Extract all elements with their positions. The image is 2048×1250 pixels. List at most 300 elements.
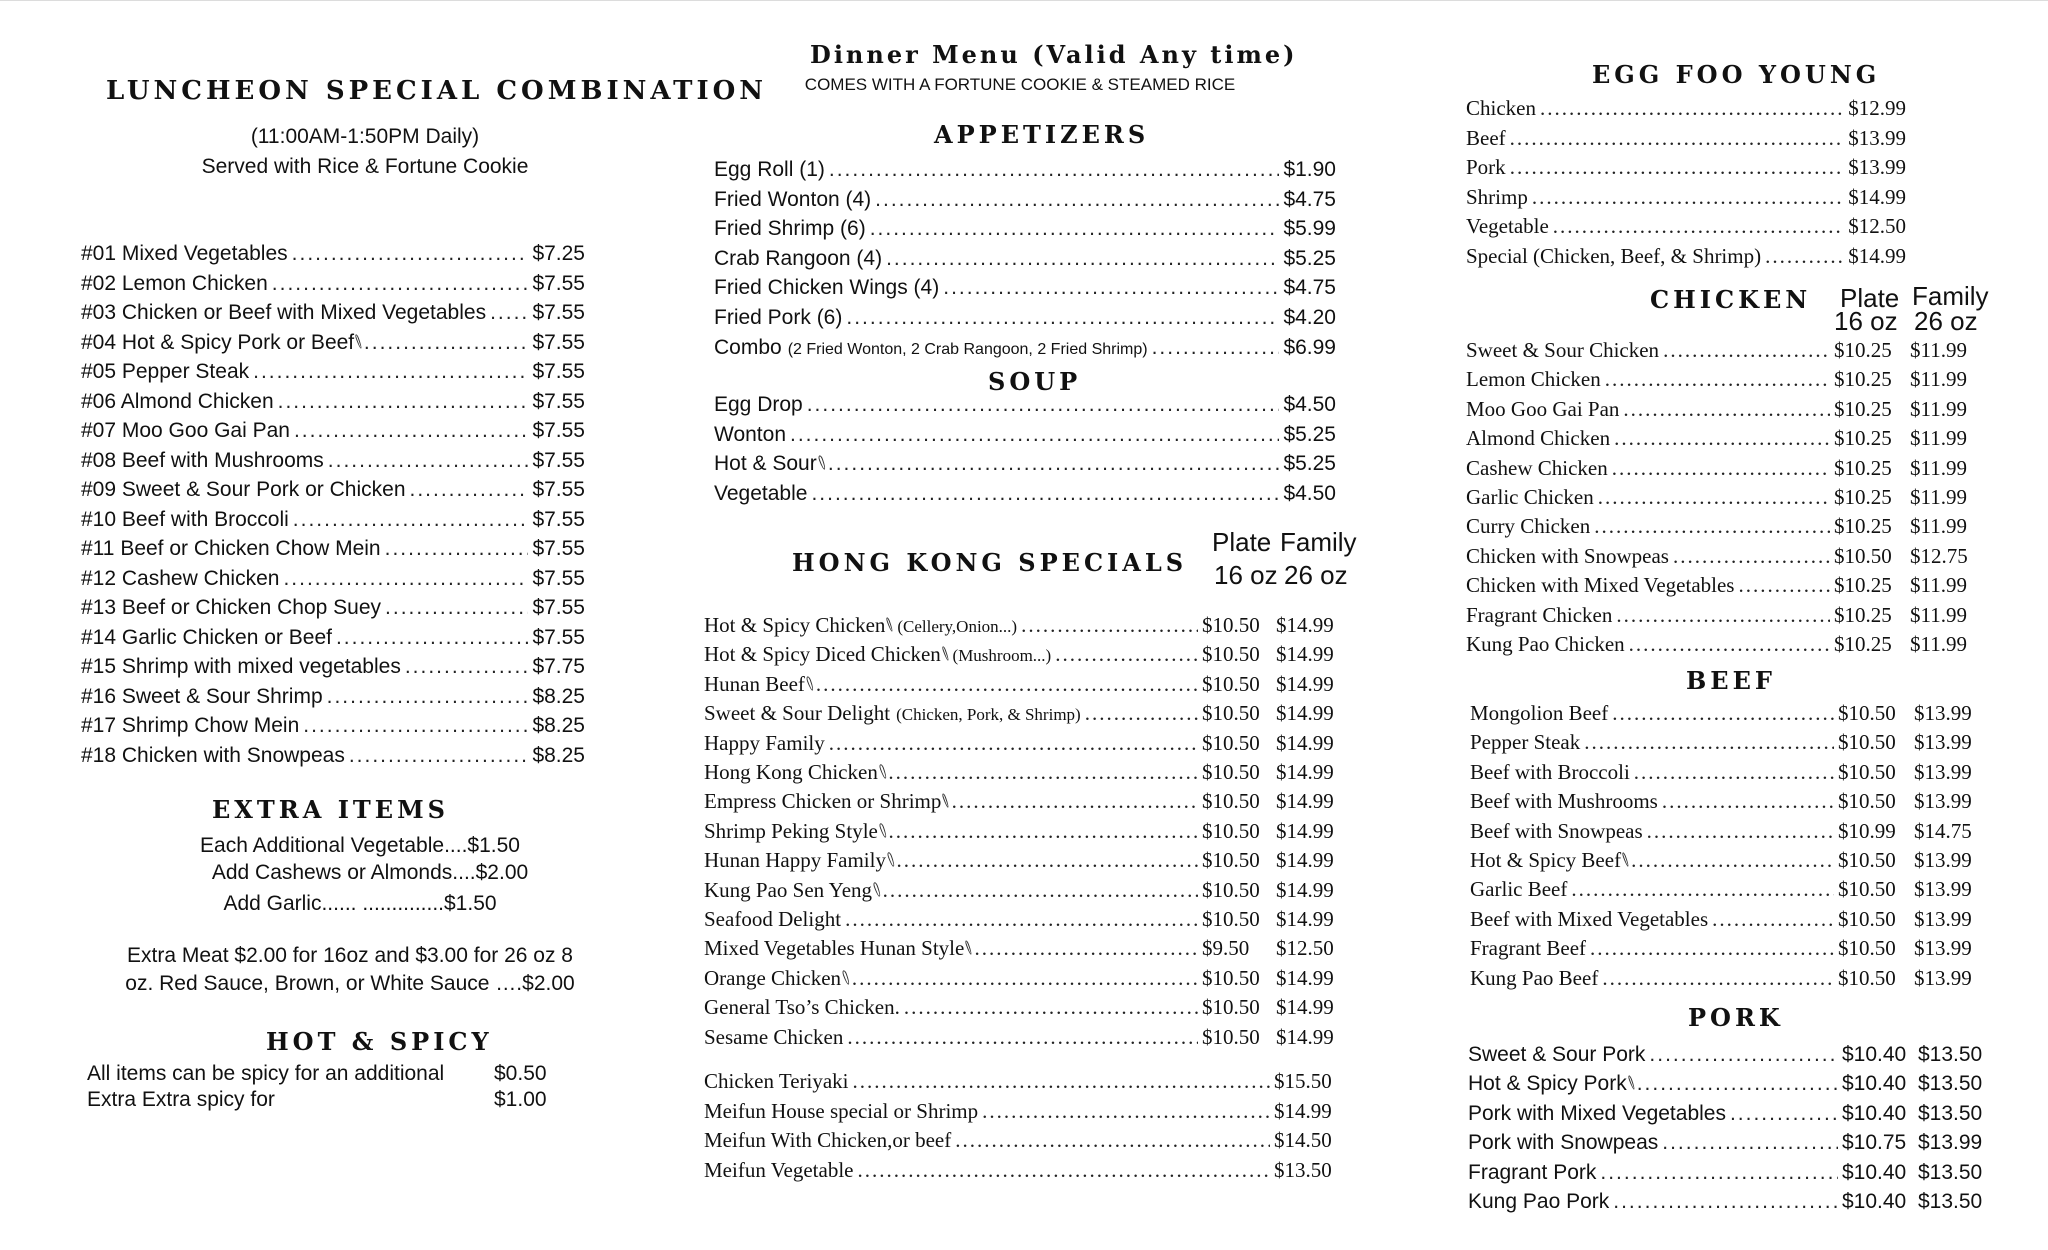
- item-name: Vegetable: [1466, 214, 1549, 238]
- chili-pepper-icon: [1627, 1075, 1635, 1090]
- family-price: $14.99: [1276, 760, 1334, 784]
- item-name: Hot & Spicy Beef: [1470, 848, 1622, 872]
- item-name: Kung Pao Chicken: [1466, 632, 1625, 656]
- item-price: $4.20: [1283, 306, 1336, 329]
- chicken-title: CHICKEN: [1650, 285, 1812, 314]
- item-price: $14.99: [1274, 1098, 1332, 1123]
- menu-item: [81, 272, 585, 296]
- extra-line-3: Add Garlic...... ..............$1.50: [223, 892, 497, 915]
- family-price: $14.99: [1276, 1024, 1334, 1049]
- dot-leader: [293, 508, 529, 532]
- menu-item: [704, 995, 1350, 1020]
- menu-item: [1466, 544, 1990, 569]
- chicken-plate-size: 16 oz: [1834, 306, 1898, 336]
- dot-leader: [1553, 214, 1844, 239]
- dot-leader: [1532, 185, 1844, 210]
- menu-item: [704, 1099, 1350, 1124]
- item-price: $7.55: [532, 537, 585, 560]
- dot-leader: [1055, 642, 1198, 667]
- item-price: $5.25: [1283, 452, 1336, 476]
- dot-leader: [292, 242, 529, 266]
- dot-leader: [1085, 701, 1198, 726]
- plate-price: $10.50: [1202, 818, 1260, 843]
- item-name: Moo Goo Gai Pan: [1466, 396, 1620, 421]
- family-price: $13.99: [1914, 848, 1972, 872]
- dot-leader: [336, 626, 528, 650]
- dot-leader: [852, 966, 1198, 991]
- item-price: $12.50: [1848, 214, 1906, 238]
- item-name: Mixed Vegetables Hunan Style: [704, 936, 965, 961]
- dinner-title: Dinner Menu (Valid Any time): [810, 40, 1298, 69]
- family-price: $13.99: [1914, 877, 1972, 902]
- plate-price: $10.25: [1834, 602, 1892, 627]
- family-price: $11.99: [1910, 632, 1967, 656]
- luncheon-hours: (11:00AM-1:50PM Daily): [250, 125, 480, 148]
- item-price: $5.25: [1283, 246, 1336, 270]
- dot-leader: [846, 306, 1279, 330]
- menu-item: [1470, 730, 1994, 755]
- family-price: $13.50: [1918, 1043, 1983, 1066]
- plate-price: $10.40: [1842, 1101, 1907, 1125]
- family-price: $14.99: [1276, 965, 1334, 990]
- dot-leader: [303, 714, 528, 738]
- item-name: Beef with Broccoli: [1470, 759, 1630, 784]
- hongkong-family-header: Family: [1280, 527, 1357, 557]
- dot-leader: [1510, 126, 1845, 151]
- family-price: $14.75: [1914, 818, 1972, 843]
- item-price: $5.25: [1283, 422, 1336, 446]
- menu-item: [714, 423, 1336, 447]
- plate-price: $10.25: [1834, 367, 1892, 392]
- item-price: $4.50: [1283, 481, 1336, 505]
- family-price: $14.99: [1275, 671, 1334, 696]
- item-price: $7.55: [532, 419, 585, 442]
- menu-item: [1468, 1043, 1998, 1067]
- item-price: $7.55: [532, 625, 585, 649]
- plate-price: $10.40: [1842, 1190, 1907, 1213]
- extra-line-1: Each Additional Vegetable....$1.50: [200, 834, 520, 857]
- item-name: Hot & Spicy Diced Chicken: [704, 642, 941, 667]
- family-price: $13.50: [1918, 1101, 1983, 1125]
- item-name: Garlic Beef: [1470, 877, 1568, 902]
- item-price: $7.75: [532, 655, 585, 678]
- item-name: Garlic Chicken: [1466, 485, 1594, 509]
- dot-leader: [904, 995, 1198, 1020]
- hot-spicy-price-1: $0.50: [494, 1062, 547, 1085]
- family-price: $11.99: [1910, 602, 1967, 627]
- item-name: #15 Shrimp with mixed vegetables: [81, 655, 401, 678]
- plate-price: $10.50: [1202, 789, 1260, 814]
- dot-leader: [888, 760, 1198, 785]
- family-price: $13.99: [1914, 759, 1972, 784]
- menu-item: [1466, 244, 1906, 269]
- menu-item: [1466, 338, 1990, 363]
- menu-item: [81, 478, 585, 502]
- item-price: $8.25: [532, 743, 585, 767]
- item-name: Hot & Spicy Pork: [1468, 1072, 1627, 1096]
- chili-pepper-icon: [878, 764, 887, 779]
- item-name: #05 Pepper Steak: [81, 360, 250, 383]
- menu-item: [1466, 632, 1990, 657]
- family-price: $12.50: [1276, 936, 1334, 961]
- chicken-family-size: 26 oz: [1914, 306, 1978, 336]
- plate-price: $10.50: [1838, 848, 1896, 872]
- menu-item: [704, 1069, 1350, 1094]
- dot-leader: [1631, 848, 1834, 873]
- menu-item: [1470, 789, 1994, 814]
- family-price: $13.99: [1914, 936, 1972, 961]
- item-price: $7.55: [532, 330, 585, 354]
- item-name: Chicken Teriyaki: [704, 1069, 849, 1093]
- menu-item: [1470, 877, 1994, 902]
- plate-price: $10.25: [1834, 514, 1892, 539]
- item-name: Egg Drop: [714, 393, 803, 416]
- plate-price: $10.50: [1202, 642, 1260, 667]
- menu-item: [704, 936, 1350, 961]
- family-price: $11.99: [1910, 573, 1967, 598]
- item-price: $7.55: [532, 271, 585, 295]
- dot-leader: [294, 419, 528, 443]
- item-name: #09 Sweet & Sour Pork or Chicken: [81, 478, 406, 501]
- dot-leader: [1600, 1161, 1838, 1185]
- item-name: Mongolion Beef: [1470, 701, 1609, 725]
- item-price: $4.75: [1283, 276, 1336, 300]
- item-name: Sweet & Sour Chicken: [1466, 338, 1660, 362]
- family-price: $13.50: [1918, 1160, 1983, 1184]
- item-name: Seafood Delight: [704, 907, 842, 931]
- item-name: Fragrant Beef: [1470, 936, 1587, 961]
- family-price: $13.99: [1914, 965, 1972, 990]
- item-name: Vegetable: [714, 481, 808, 505]
- item-price: $13.99: [1848, 155, 1906, 179]
- item-name: Lemon Chicken: [1466, 367, 1601, 392]
- dot-leader: [1510, 155, 1845, 180]
- menu-item: [1470, 819, 1994, 844]
- dot-leader: [886, 247, 1279, 271]
- menu-item: [81, 360, 585, 384]
- dot-leader: [1612, 701, 1834, 726]
- plate-price: $10.50: [1202, 760, 1260, 784]
- family-price: $13.50: [1918, 1072, 1983, 1096]
- eggfoo-title: EGG FOO YOUNG: [1592, 60, 1881, 89]
- menu-item: [1466, 485, 1990, 510]
- family-price: $11.99: [1910, 455, 1967, 480]
- dot-leader: [1663, 338, 1830, 363]
- item-price: $15.50: [1274, 1069, 1332, 1093]
- item-price: $8.25: [532, 714, 585, 737]
- hongkong-plate-size: 16 oz: [1214, 560, 1278, 590]
- item-name: #12 Cashew Chicken: [81, 566, 280, 590]
- dot-leader: [829, 731, 1198, 756]
- dot-leader: [811, 482, 1279, 506]
- dot-leader: [349, 744, 529, 768]
- plate-price: $10.50: [1838, 965, 1896, 990]
- dot-leader: [870, 217, 1280, 241]
- item-name: Crab Rangoon (4): [714, 246, 883, 270]
- chili-pepper-icon: [842, 970, 851, 985]
- menu-item: [81, 596, 585, 620]
- plate-price: $10.50: [1838, 877, 1896, 902]
- dot-leader: [974, 936, 1198, 961]
- menu-item: [704, 760, 1350, 785]
- dot-leader: [385, 537, 529, 561]
- dot-leader: [1712, 907, 1834, 932]
- menu-item: [81, 537, 585, 561]
- menu-item: [1466, 155, 1906, 180]
- item-name: Fragrant Chicken: [1466, 602, 1613, 627]
- hot-spicy-label-1: All items can be spicy for an additional: [87, 1062, 445, 1085]
- menu-item: [714, 217, 1336, 241]
- menu-item: [704, 966, 1350, 991]
- pork-title: PORK: [1688, 1003, 1784, 1032]
- plate-price: $10.99: [1838, 818, 1896, 843]
- item-name: Sweet & Sour Pork: [1468, 1043, 1646, 1066]
- menu-item: [704, 789, 1350, 814]
- item-price: $5.99: [1283, 217, 1336, 241]
- item-price: $1.90: [1283, 158, 1336, 181]
- menu-item: [1466, 367, 1990, 392]
- item-name: Kung Pao Sen Yeng: [704, 877, 873, 902]
- dot-leader: [943, 276, 1279, 300]
- family-price: $13.99: [1914, 701, 1972, 725]
- luncheon-served: Served with Rice & Fortune Cookie: [201, 155, 529, 178]
- item-price: $13.50: [1274, 1157, 1332, 1182]
- dot-leader: [410, 478, 529, 502]
- dot-leader: [1612, 456, 1830, 481]
- family-price: $13.99: [1914, 789, 1972, 814]
- menu-item: [81, 419, 585, 443]
- top-border: [0, 0, 2048, 1]
- family-price: $14.99: [1276, 818, 1334, 843]
- dot-leader: [1571, 877, 1834, 902]
- menu-item: [714, 247, 1336, 271]
- dot-leader: [897, 848, 1198, 873]
- menu-item: [1468, 1102, 1998, 1126]
- plate-price: $10.50: [1838, 730, 1896, 755]
- item-name: Chicken with Mixed Vegetables: [1466, 573, 1735, 598]
- plate-price: $10.25: [1834, 573, 1892, 598]
- plate-price: $10.50: [1202, 1024, 1260, 1049]
- plate-price: $10.50: [1202, 877, 1260, 902]
- dot-leader: [1649, 1043, 1838, 1067]
- menu-item: [714, 306, 1336, 330]
- menu-item: [81, 567, 585, 591]
- dot-leader: [385, 596, 528, 620]
- item-name: Fried Chicken Wings (4): [714, 276, 940, 300]
- item-name: #14 Garlic Chicken or Beef: [81, 625, 332, 649]
- plate-price: $10.50: [1838, 906, 1896, 931]
- item-name: #13 Beef or Chicken Chop Suey: [81, 596, 382, 619]
- item-name: Happy Family: [704, 730, 825, 755]
- dot-leader: [807, 393, 1280, 417]
- plate-price: $10.25: [1834, 455, 1892, 480]
- item-name: Meifun House special or Shrimp: [704, 1098, 979, 1123]
- extra-meat-1: Extra Meat $2.00 for 16oz and $3.00 for 26 oz 8: [127, 944, 573, 967]
- item-name: Beef: [1466, 125, 1506, 150]
- dot-leader: [253, 360, 528, 384]
- dot-leader: [1584, 730, 1834, 755]
- item-price: $6.99: [1283, 335, 1336, 359]
- dot-leader: [1021, 613, 1198, 638]
- plate-price: $10.50: [1202, 965, 1260, 990]
- plate-price: $10.50: [1202, 613, 1260, 637]
- item-name: Hong Kong Chicken: [704, 760, 878, 784]
- chili-pepper-icon: [878, 823, 887, 838]
- dot-leader: [1647, 819, 1834, 844]
- plate-price: $9.50: [1202, 936, 1250, 961]
- item-name: Special (Chicken, Beef, & Shrimp): [1466, 243, 1762, 268]
- item-name: #04 Hot & Spicy Pork or Beef: [81, 330, 355, 354]
- item-name: #06 Almond Chicken: [81, 389, 274, 413]
- family-price: $14.99: [1276, 907, 1334, 931]
- dot-leader: [1623, 397, 1830, 422]
- chili-pepper-icon: [817, 455, 826, 471]
- family-price: $13.99: [1914, 730, 1972, 755]
- plate-price: $10.50: [1201, 671, 1260, 696]
- menu-item: [714, 482, 1336, 506]
- dinner-subtitle: COMES WITH A FORTUNE COOKIE & STEAMED RICE: [804, 75, 1236, 94]
- family-price: $11.99: [1910, 396, 1967, 421]
- dot-leader: [982, 1099, 1270, 1124]
- item-name: Almond Chicken: [1466, 426, 1611, 451]
- item-name: Curry Chicken: [1466, 514, 1591, 539]
- dot-leader: [857, 1158, 1270, 1183]
- item-name: Pepper Steak: [1470, 730, 1581, 755]
- plate-price: $10.25: [1834, 485, 1892, 509]
- plate-price: $10.50: [1838, 936, 1896, 961]
- family-price: $14.99: [1276, 848, 1334, 873]
- chili-pepper-icon: [887, 852, 895, 867]
- chili-pepper-icon: [1622, 852, 1630, 867]
- item-note: (2 Fried Wonton, 2 Crab Rangoon, 2 Fried Shrimp): [787, 340, 1148, 358]
- item-name: #10 Beef with Broccoli: [81, 507, 289, 531]
- dot-leader: [1590, 936, 1834, 961]
- menu-item: [714, 452, 1336, 476]
- menu-item: [1466, 603, 1990, 628]
- dot-leader: [845, 907, 1198, 932]
- item-name: Chicken with Snowpeas: [1466, 543, 1669, 568]
- dot-leader: [1662, 789, 1834, 814]
- item-name: Pork: [1466, 155, 1506, 179]
- dot-leader: [790, 423, 1279, 447]
- item-name: Shrimp Peking Style: [704, 818, 878, 843]
- item-price: $7.55: [532, 507, 585, 531]
- menu-item: [1468, 1131, 1998, 1155]
- item-name: #03 Chicken or Beef with Mixed Vegetables: [81, 301, 487, 324]
- dot-leader: [1594, 514, 1830, 539]
- menu-item: [1468, 1190, 1998, 1214]
- dot-leader: [875, 188, 1279, 212]
- plate-price: $10.50: [1202, 701, 1260, 726]
- item-price: $14.99: [1848, 243, 1906, 268]
- dot-leader: [1637, 1072, 1838, 1096]
- dot-leader: [1738, 573, 1830, 598]
- item-note: (Cellery,Onion...): [897, 617, 1018, 636]
- item-price: $13.99: [1848, 125, 1906, 150]
- item-name: General Tso’s Chicken.: [704, 995, 900, 1020]
- item-name: Fragrant Pork: [1468, 1160, 1597, 1184]
- dot-leader: [1616, 603, 1830, 628]
- chili-pepper-icon: [355, 333, 363, 348]
- menu-item: [1468, 1072, 1998, 1096]
- family-price: $11.99: [1910, 367, 1967, 392]
- item-price: $14.99: [1848, 184, 1906, 209]
- menu-item: [714, 188, 1336, 212]
- item-name: Fried Wonton (4): [714, 187, 872, 211]
- plate-price: $10.40: [1842, 1043, 1907, 1066]
- family-price: $11.99: [1910, 426, 1967, 451]
- item-name: Hot & Sour: [714, 452, 817, 476]
- chili-pepper-icon: [942, 793, 950, 808]
- menu-item: [1466, 514, 1990, 539]
- menu-item: [704, 613, 1350, 638]
- menu-item: [704, 731, 1350, 756]
- dot-leader: [1602, 966, 1834, 991]
- menu-item: [714, 276, 1336, 300]
- chili-pepper-icon: [873, 881, 882, 896]
- family-price: $13.50: [1918, 1190, 1983, 1213]
- dot-leader: [490, 301, 528, 325]
- luncheon-title: LUNCHEON SPECIAL COMBINATION: [106, 76, 768, 106]
- dot-leader: [828, 452, 1280, 476]
- item-name: Shrimp: [1466, 184, 1528, 209]
- item-price: $4.75: [1283, 187, 1336, 211]
- item-price: $7.55: [532, 596, 585, 619]
- dot-leader: [955, 1128, 1270, 1153]
- menu-item: [1466, 573, 1990, 598]
- menu-item: [704, 819, 1350, 844]
- item-price: $7.55: [532, 478, 585, 501]
- menu-item: [704, 1158, 1350, 1183]
- chicken-family-header: Family: [1912, 281, 1989, 311]
- dot-leader: [883, 878, 1198, 903]
- dot-leader: [1662, 1131, 1838, 1155]
- menu-item: [81, 714, 585, 738]
- family-price: $11.99: [1910, 514, 1967, 539]
- dot-leader: [405, 655, 529, 679]
- plate-price: $10.25: [1834, 396, 1892, 421]
- menu-item: [704, 1025, 1350, 1050]
- item-name: Beef with Mushrooms: [1470, 789, 1658, 814]
- plate-price: $10.25: [1834, 426, 1892, 451]
- menu-item: [1468, 1161, 1998, 1185]
- menu-item: [1466, 397, 1990, 422]
- menu-item: [714, 336, 1336, 360]
- item-name: Pork with Mixed Vegetables: [1468, 1101, 1726, 1125]
- menu-item: [1466, 185, 1906, 210]
- item-name: Kung Pao Beef: [1470, 965, 1599, 990]
- dot-leader: [1765, 244, 1844, 269]
- menu-item: [704, 878, 1350, 903]
- plate-price: $10.50: [1834, 543, 1892, 568]
- item-note: (Chicken, Pork, & Shrimp): [896, 705, 1081, 725]
- family-price: $11.99: [1910, 485, 1967, 509]
- soup-title: SOUP: [988, 367, 1082, 396]
- dot-leader: [847, 1025, 1198, 1050]
- dot-leader: [1152, 336, 1280, 360]
- hot-spicy-title: HOT & SPICY: [266, 1027, 493, 1056]
- plate-price: $10.50: [1838, 789, 1896, 814]
- dot-leader: [283, 567, 528, 591]
- menu-item: [704, 848, 1350, 873]
- family-price: $14.99: [1276, 701, 1334, 726]
- dot-leader: [364, 331, 529, 355]
- item-name: #17 Shrimp Chow Mein: [81, 714, 300, 737]
- plate-price: $10.50: [1838, 759, 1896, 784]
- item-name: Hunan Happy Family: [704, 848, 886, 873]
- plate-price: $10.50: [1202, 730, 1260, 755]
- item-price: $7.55: [532, 301, 585, 324]
